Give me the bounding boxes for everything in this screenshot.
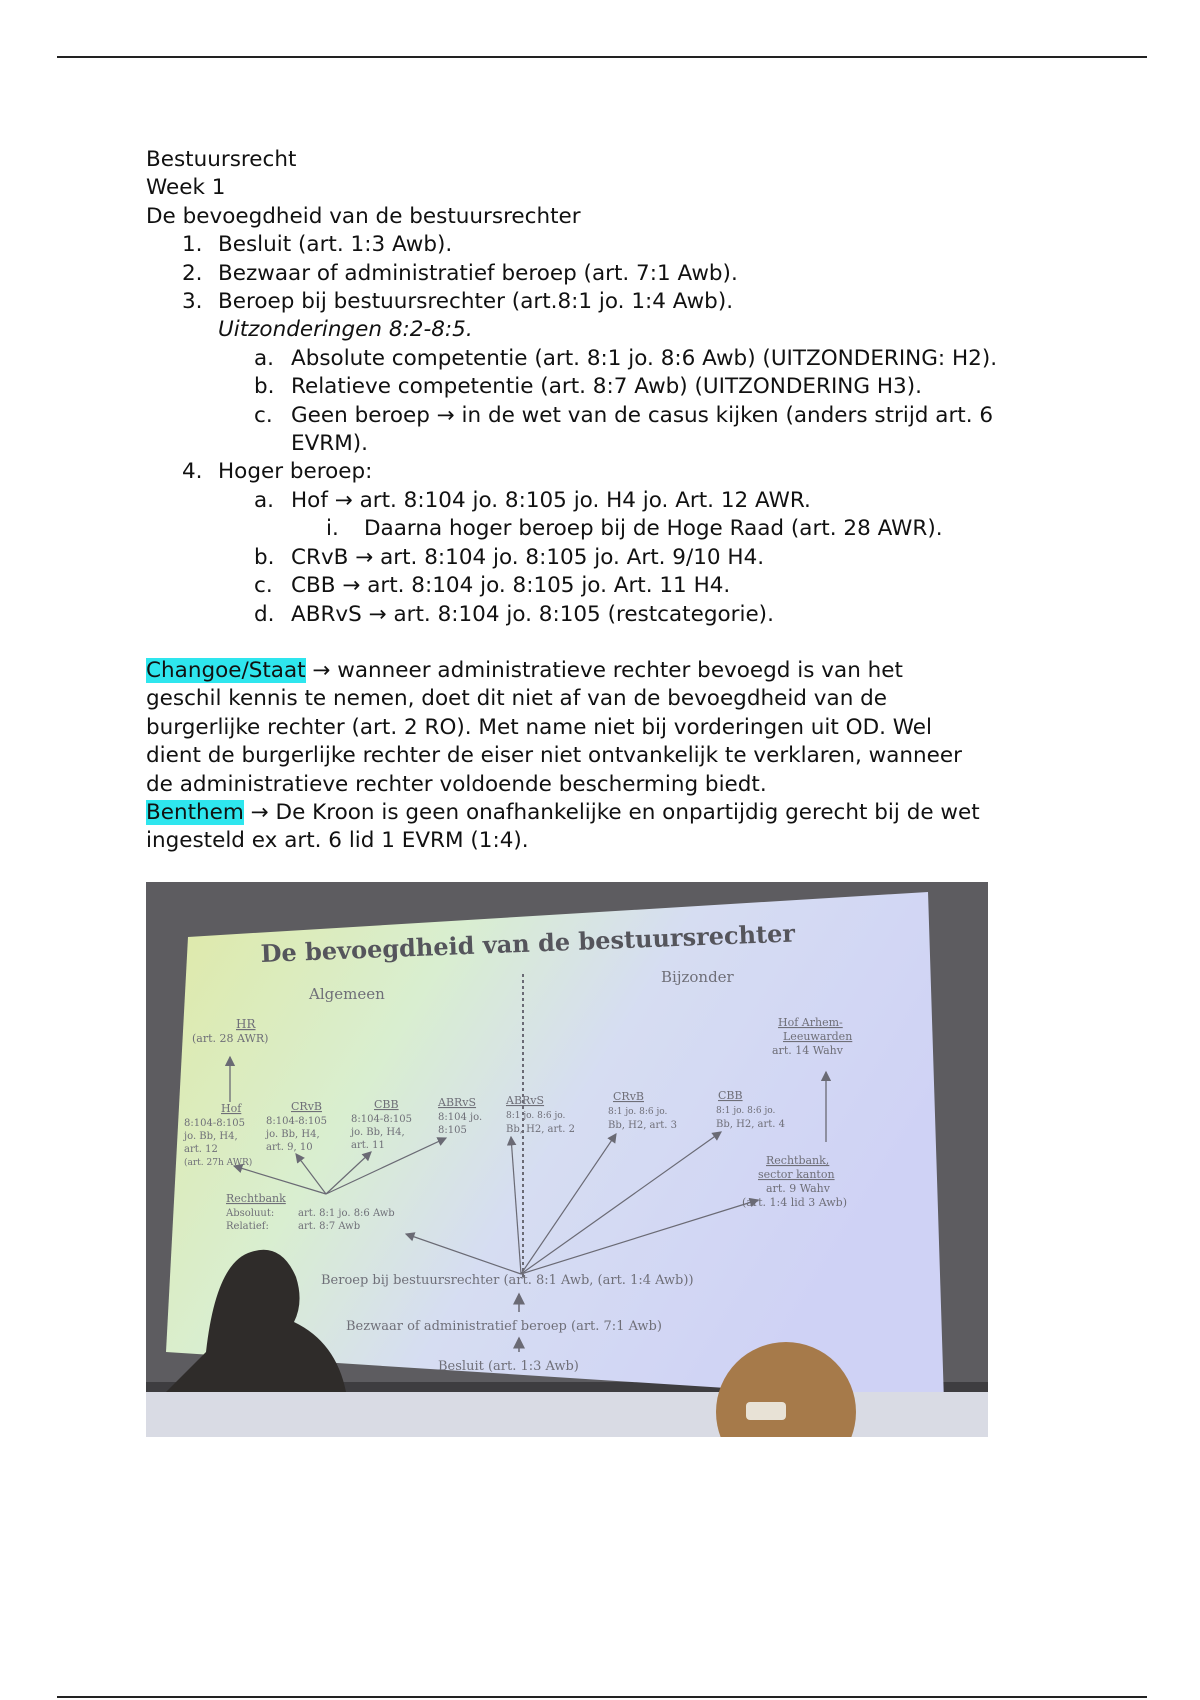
list-subitem: c. Geen beroep → in de wet van de casus kijken (anders strijd art. 6 [254, 402, 994, 428]
node-hof: Hof [221, 1102, 242, 1115]
doc-heading: De bevoegdheid van de bestuursrechter [146, 203, 581, 229]
slide-right-header: Bijzonder [661, 968, 734, 986]
node-abrvs-right-ref: Bb, H2, art. 2 [506, 1124, 576, 1135]
node-rechtbank-ref: art. 8:1 jo. 8:6 Awb [298, 1208, 395, 1219]
node-hr: HR [236, 1017, 256, 1031]
node-rechtbank-label: Absoluut: [226, 1208, 275, 1219]
list-subitem: b. CRvB → art. 8:104 jo. 8:105 jo. Art. 9/10 H4. [254, 544, 765, 570]
node-cbb-right-ref: Bb, H2, art. 4 [716, 1119, 786, 1130]
node-crvb-right-ref: 8:1 jo. 8:6 jo. [608, 1107, 668, 1117]
list-item: 4. Hoger beroep: [182, 459, 373, 485]
slide-photo [146, 882, 988, 1437]
node-hof-ref: art. 12 [184, 1144, 218, 1155]
case-name-highlight: Benthem [146, 799, 244, 825]
node-crvb-right: CRvB [613, 1090, 644, 1103]
node-abrvs-right: ABRvS [506, 1094, 545, 1107]
list-subitem: c. CBB → art. 8:104 jo. 8:105 jo. Art. 11 H4. [254, 573, 731, 599]
node-crvb-left-ref: jo. Bb, H4, [266, 1129, 320, 1140]
list-item: 1. Besluit (art. 1:3 Awb). [182, 232, 453, 258]
slide-svg [146, 882, 988, 1437]
slide-bezwaar: Bezwaar of administratief beroep (art. 7:1 Awb) [346, 1319, 662, 1334]
node-hof-arnhem-name: Leeuwarden [783, 1030, 853, 1043]
node-abrvs-left-ref: 8:104 jo. [438, 1112, 483, 1123]
node-hof-arnhem-ref: art. 14 Wahv [772, 1044, 843, 1057]
document-body [146, 146, 1106, 856]
list-subsubitem: i. Daarna hoger beroep bij de Hoge Raad (art. 28 AWR). [326, 516, 943, 542]
node-abrvs-right-ref: 8:1 jo. 8:6 jo. [506, 1111, 566, 1121]
slide-left-header: Algemeen [309, 985, 385, 1003]
node-abrvs-left: ABRvS [438, 1096, 477, 1109]
list-subitem-continuation: EVRM). [291, 431, 369, 457]
header-rule [57, 56, 1147, 58]
case-name-highlight: Changoe/Staat [146, 657, 306, 683]
node-cbb-right-ref: 8:1 jo. 8:6 jo. [716, 1106, 776, 1116]
list-subitem: a. Hof → art. 8:104 jo. 8:105 jo. H4 jo. Art. 12 AWR. [254, 487, 811, 513]
node-cbb-left: CBB [374, 1098, 399, 1111]
node-cbb-left-ref: 8:104-8:105 [351, 1114, 413, 1125]
node-rb-kanton: Rechtbank, [766, 1154, 830, 1167]
node-rb-kanton-name: sector kanton [758, 1168, 835, 1181]
node-cbb-left-ref: jo. Bb, H4, [351, 1127, 405, 1138]
list-note: Uitzonderingen 8:2-8:5. [218, 317, 473, 343]
node-hof-ref: (art. 27h AWR) [184, 1158, 253, 1168]
case-benthem: Benthem → De Kroon is geen onafhankelijke en onpartijdig gerecht bij de wet [146, 799, 980, 825]
case-changoe-line: geschil kennis te nemen, doet dit niet af van de bevoegdheid van de [146, 686, 888, 712]
doc-week: Week 1 [146, 175, 226, 201]
list-subitem: b. Relatieve competentie (art. 8:7 Awb) (UITZONDERING H3). [254, 374, 922, 400]
node-cbb-right: CBB [718, 1089, 743, 1102]
case-benthem-line: ingesteld ex art. 6 lid 1 EVRM (1:4). [146, 828, 529, 854]
node-hr-ref: (art. 28 AWR) [192, 1032, 269, 1045]
node-crvb-left-ref: art. 9, 10 [266, 1142, 313, 1153]
node-rechtbank-ref: art. 8:7 Awb [298, 1221, 361, 1232]
node-hof-ref: 8:104-8:105 [184, 1118, 246, 1129]
footer-rule [57, 1696, 1147, 1698]
node-rb-kanton-ref: (art. 1:4 lid 3 Awb) [742, 1196, 847, 1209]
node-hof-ref: jo. Bb, H4, [184, 1131, 238, 1142]
case-changoe-line: dient de burgerlijke rechter de eiser niet ontvankelijk te verklaren, wanneer [146, 743, 962, 769]
slide-besluit: Besluit (art. 1:3 Awb) [438, 1359, 579, 1374]
node-cbb-left-ref: art. 11 [351, 1140, 385, 1151]
node-rechtbank: Rechtbank [226, 1192, 286, 1205]
node-hof-arnhem: Hof Arhem- [778, 1016, 843, 1029]
node-abrvs-left-ref: 8:105 [438, 1125, 467, 1136]
list-subitem: a. Absolute competentie (art. 8:1 jo. 8:6 Awb) (UITZONDERING: H2). [254, 345, 998, 371]
node-crvb-right-ref: Bb, H2, art. 3 [608, 1120, 678, 1131]
doc-title: Bestuursrecht [146, 147, 297, 172]
list-item: 2. Bezwaar of administratief beroep (art. 7:1 Awb). [182, 260, 738, 286]
case-changoe-line: de administratieve rechter voldoende bescherming biedt. [146, 771, 767, 797]
node-crvb-left-ref: 8:104-8:105 [266, 1116, 328, 1127]
slide-title: De bevoegdheid van de bestuursrechter [260, 918, 796, 968]
node-crvb-left: CRvB [291, 1100, 322, 1113]
case-changoe-line: burgerlijke rechter (art. 2 RO). Met name niet bij vorderingen uit OD. Wel [146, 714, 932, 740]
list-item: 3. Beroep bij bestuursrechter (art.8:1 jo. 1:4 Awb). [182, 289, 734, 315]
node-rb-kanton-ref: art. 9 Wahv [766, 1182, 830, 1195]
slide-beroep: Beroep bij bestuursrechter (art. 8:1 Awb, (art. 1:4 Awb)) [321, 1273, 694, 1288]
case-changoe: Changoe/Staat → wanneer administratieve rechter bevoegd is van het [146, 657, 903, 683]
node-rechtbank-label: Relatief: [226, 1221, 269, 1232]
list-subitem: d. ABRvS → art. 8:104 jo. 8:105 (restcategorie). [254, 601, 774, 627]
